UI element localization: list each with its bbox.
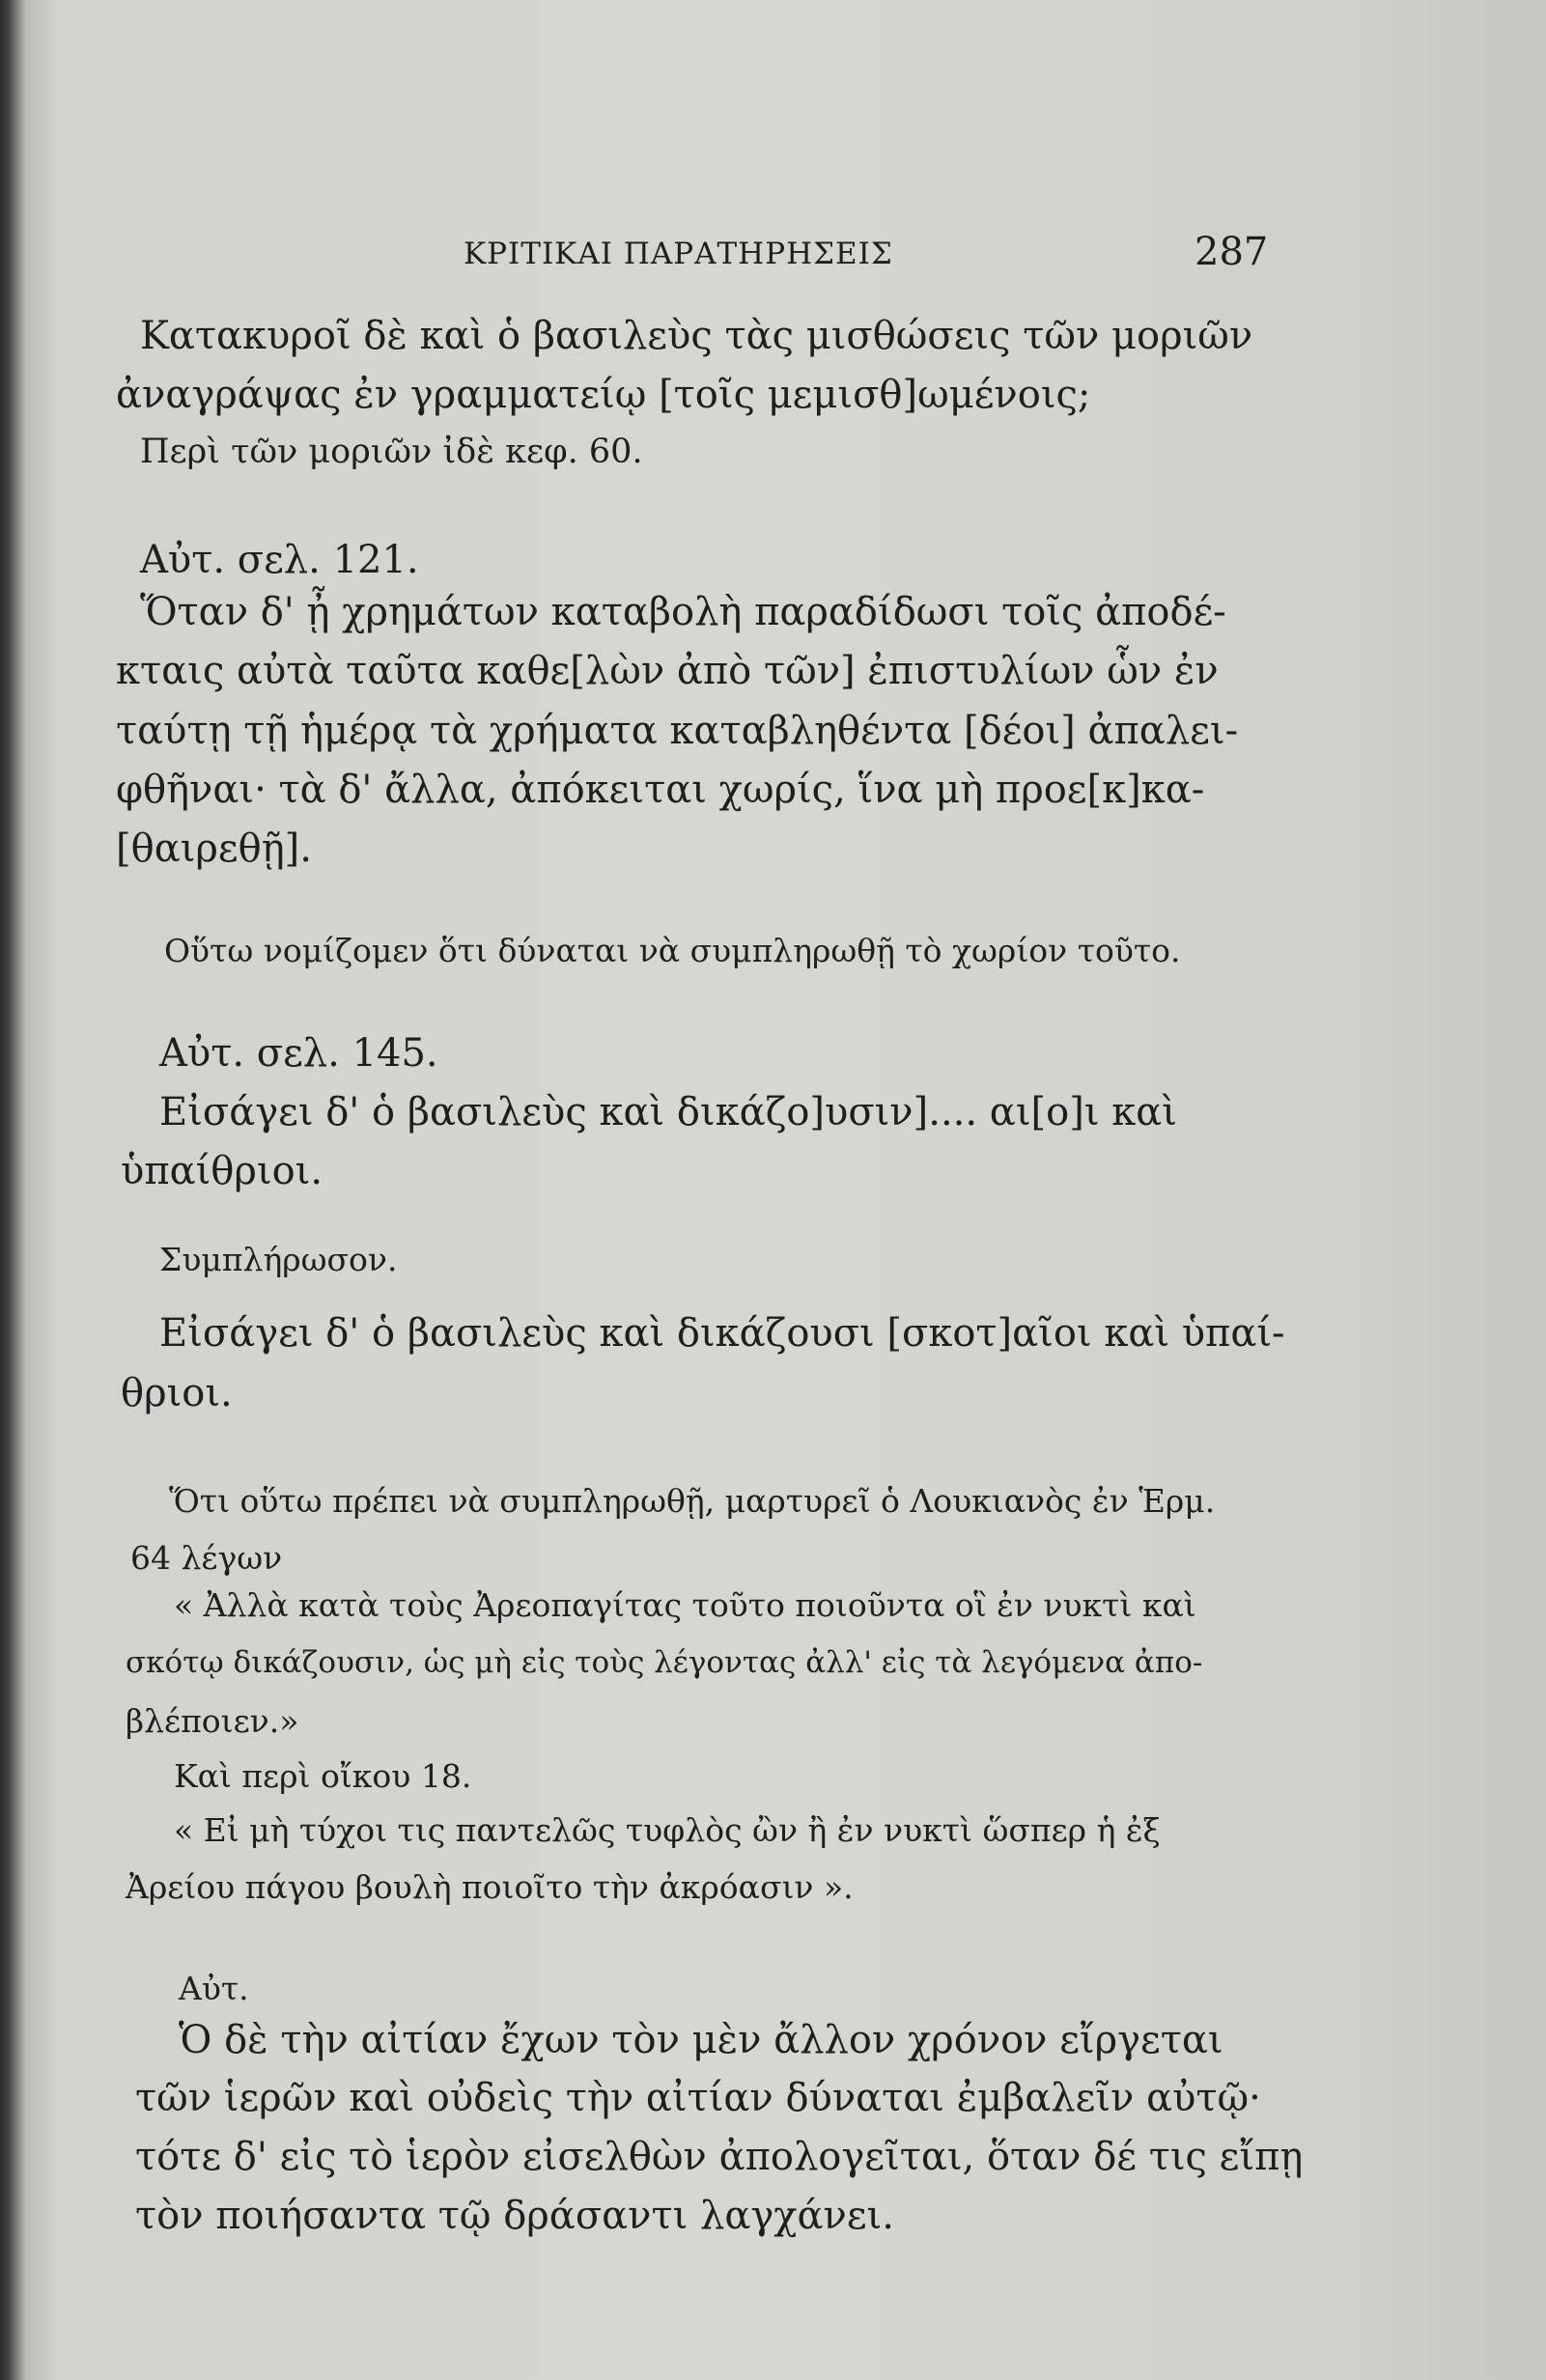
text-line: Οὕτω νομίζομεν ὅτι δύναται νὰ συμπληρωθῇ τὸ χωρίον τοῦτο. — [164, 932, 1181, 969]
text-line: Ἀρείου πάγου βουλὴ ποιοῖτο τὴν ἀκρόασιν ». — [126, 1868, 854, 1906]
text-line: Ὁ δὲ τὴν αἰτίαν ἔχων τὸν μὲν ἄλλον χρόνον εἴργεται — [179, 2018, 1223, 2062]
text-line: 64 λέγων — [130, 1539, 283, 1577]
text-line: κταις αὐτὰ ταῦτα καθε[λὼν ἀπὸ τῶν] ἐπιστυλίων ὧν ἐν — [116, 649, 1219, 693]
text-line: φθῆναι· τὰ δ' ἄλλα, ἀπόκειται χωρίς, ἵνα μὴ προε[κ]κα- — [116, 768, 1205, 812]
text-line: « Εἰ μὴ τύχοι τις παντελῶς τυφλὸς ὢν ἢ ἐν νυκτὶ ὥσπερ ἡ ἐξ — [174, 1811, 1161, 1849]
text-line: [θαιρεθῇ]. — [116, 826, 312, 871]
text-line: ταύτῃ τῇ ἡμέρᾳ τὰ χρήματα καταβληθέντα [δέοι] ἀπαλει- — [116, 709, 1239, 753]
text-line: Ὅταν δ' ᾖ χρημάτων καταβολὴ παραδίδωσι τοῖς ἀποδέ- — [140, 590, 1226, 634]
text-line: Αὐτ. σελ. 121. — [140, 538, 419, 582]
text-line: Κατακυροῖ δὲ καὶ ὁ βασιλεὺς τὰς μισθώσεις τῶν μοριῶν — [140, 314, 1253, 358]
running-header: ΚΡΙΤΙΚΑΙ ΠΑΡΑΤΗΡΗΣΕΙΣ — [464, 237, 893, 271]
page-number: 287 — [1195, 230, 1269, 274]
text-line: τότε δ' εἰς τὸ ἱερὸν εἰσελθὼν ἀπολογεῖται, ὅταν δέ τις εἴπῃ — [135, 2135, 1304, 2179]
text-line: Αὐτ. — [179, 1970, 249, 2007]
text-line: Συμπλήρωσον. — [159, 1241, 398, 1278]
text-line: τῶν ἱερῶν καὶ οὐδεὶς τὴν αἰτίαν δύναται ἐμβαλεῖν αὐτῷ· — [135, 2076, 1261, 2120]
text-line: θριοι. — [121, 1371, 233, 1415]
text-line: Περὶ τῶν μοριῶν ἰδὲ κεφ. 60. — [140, 433, 643, 471]
text-line: ἀναγράψας ἐν γραμματείῳ [τοῖς μεμισθ]ωμένοις; — [116, 373, 1091, 417]
text-line: Καὶ περὶ οἴκου 18. — [174, 1757, 472, 1795]
text-line: « Ἀλλὰ κατὰ τοὺς Ἀρεοπαγίτας τοῦτο ποιοῦντα οἳ ἐν νυκτὶ καὶ — [174, 1586, 1196, 1624]
text-line: Ὅτι οὕτω πρέπει νὰ συμπληρωθῇ, μαρτυρεῖ ὁ Λουκιανὸς ἐν Ἑρμ. — [169, 1482, 1216, 1520]
text-line: Εἰσάγει δ' ὁ βασιλεὺς καὶ δικάζο]υσιν].... αι[ο]ι καὶ — [159, 1090, 1177, 1134]
text-line: Εἰσάγει δ' ὁ βασιλεὺς καὶ δικάζουσι [σκοτ]αῖοι καὶ ὑπαί- — [159, 1311, 1285, 1356]
text-line: Αὐτ. σελ. 145. — [159, 1031, 438, 1076]
text-line: ὑπαίθριοι. — [121, 1149, 323, 1193]
text-line: σκότῳ δικάζουσιν, ὡς μὴ εἰς τοὺς λέγοντας ἀλλ' εἰς τὰ λεγόμενα ἀπο- — [126, 1645, 1203, 1680]
text-line: τὸν ποιήσαντα τῷ δράσαντι λαγχάνει. — [135, 2194, 894, 2238]
text-line: βλέποιεν.» — [126, 1702, 299, 1740]
